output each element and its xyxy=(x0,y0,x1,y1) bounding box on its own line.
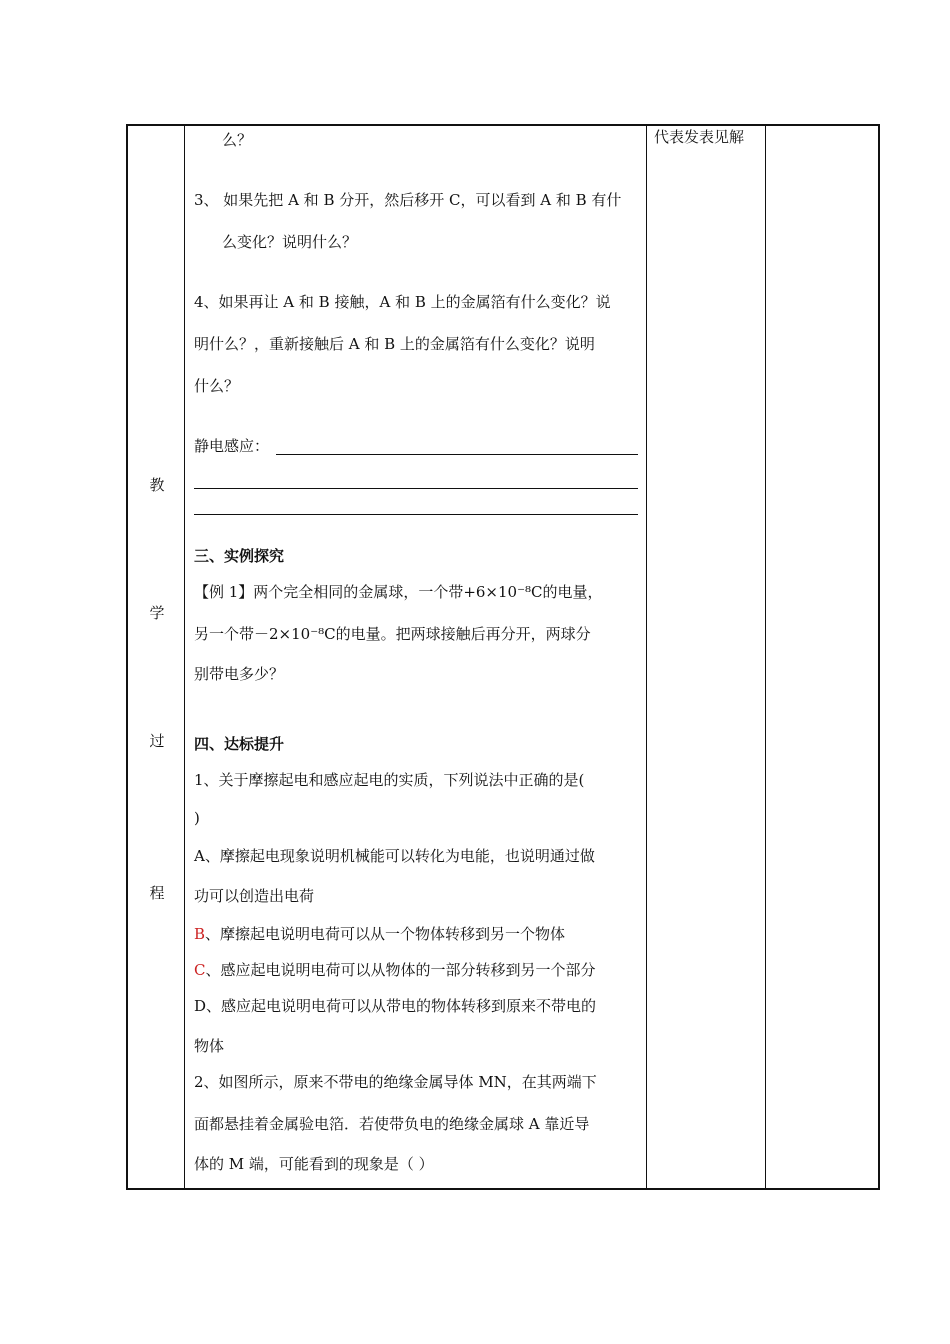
problem-2: 2、如图所示，原来不带电的绝缘金属导体 MN，在其两端下 xyxy=(194,1073,597,1091)
option-text: 、感应起电说明电荷可以从物体的一部分转移到另一个部分 xyxy=(205,961,596,979)
text-line: 别带电多少？ xyxy=(194,665,285,683)
option-letter: C xyxy=(194,961,206,979)
option-a: A、摩擦起电现象说明机械能可以转化为电能，也说明通过做 xyxy=(194,847,595,865)
question-3: 3、 如果先把 A 和 B 分开，然后移开 C，可以看到 A 和 B 有什 xyxy=(194,191,622,209)
label-char: 教 xyxy=(149,476,165,494)
option-d: D、感应起电说明电荷可以从带电的物体转移到原来不带电的 xyxy=(194,997,597,1015)
answer-blank xyxy=(194,514,638,515)
option-c xyxy=(194,960,596,980)
text-line: 物体 xyxy=(194,1037,225,1055)
text-line: 体的 M 端，可能看到的现象是（ ） xyxy=(194,1155,434,1173)
text-line: 什么？ xyxy=(194,377,240,395)
column-divider xyxy=(765,126,766,1188)
option-b xyxy=(194,924,565,944)
label-char: 程 xyxy=(149,884,165,902)
text-line: ) xyxy=(194,809,200,827)
question-4: 4、如果再让 A 和 B 接触，A 和 B 上的金属箔有什么变化？说 xyxy=(194,293,611,311)
text-line: 明什么？，重新接触后 A 和 B 上的金属箔有什么变化？说明 xyxy=(194,335,595,353)
lesson-content xyxy=(194,126,640,1188)
answer-blank xyxy=(194,488,638,489)
example-1: 【例 1】两个完全相同的金属球，一个带+6×10⁻⁸C的电量， xyxy=(194,583,603,601)
text-line: 面都悬挂着金属验电箔．若使带负电的绝缘金属球 A 靠近导 xyxy=(194,1115,590,1133)
label-char: 学 xyxy=(149,604,165,622)
induction-label: 静电感应： xyxy=(194,437,270,455)
option-text: 、摩擦起电说明电荷可以从一个物体转移到另一个物体 xyxy=(205,925,566,943)
label-char: 过 xyxy=(149,732,165,750)
text-line: 功可以创造出电荷 xyxy=(194,887,315,905)
text-line: 另一个带－2×10⁻⁸C的电量。把两球接触后再分开，两球分 xyxy=(194,625,591,643)
problem-1: 1、关于摩擦起电和感应起电的实质，下列说法中正确的是( xyxy=(194,771,585,789)
lesson-table xyxy=(126,124,880,1190)
section-heading: 四、达标提升 xyxy=(194,735,285,753)
text-line: 么变化？说明什么？ xyxy=(222,233,358,251)
process-label-column xyxy=(128,126,186,1188)
option-letter: B xyxy=(194,925,206,943)
student-activity-note: 代表发表见解 xyxy=(654,128,745,146)
text-line: 么？ xyxy=(222,131,253,149)
column-divider xyxy=(646,126,647,1188)
answer-blank xyxy=(276,454,638,455)
section-heading: 三、实例探究 xyxy=(194,547,285,565)
